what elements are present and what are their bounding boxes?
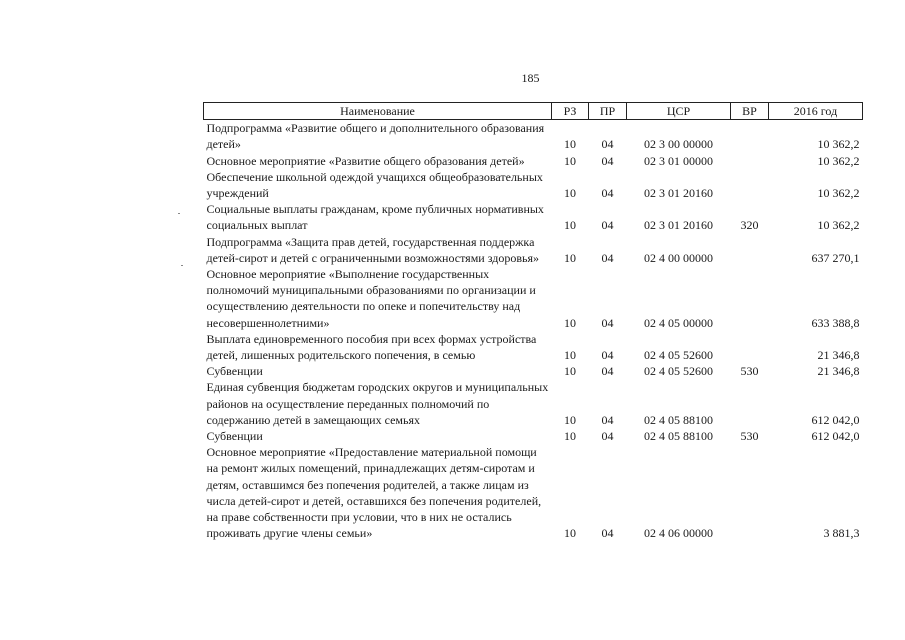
header-csr: ЦСР [627, 103, 731, 120]
row-vr [731, 234, 769, 266]
row-pr: 04 [601, 137, 614, 152]
row-name: Субвенции [206, 364, 263, 379]
header-year: 2016 год [769, 103, 863, 120]
row-pr: 04 [601, 412, 614, 427]
row-vr [731, 379, 769, 428]
row-vr [731, 444, 769, 541]
row-rz: 10 [564, 153, 576, 168]
table-row [204, 444, 863, 541]
row-amount: 10 362,2 [817, 186, 860, 201]
row-rz: 10 [564, 250, 576, 265]
row-rz: 10 [564, 412, 576, 427]
row-vr [731, 169, 769, 201]
row-rz: 10 [564, 218, 576, 233]
table-row [204, 363, 863, 379]
row-vr [731, 331, 769, 363]
row-name: Субвенции [206, 429, 263, 444]
row-amount: 637 270,1 [811, 250, 860, 265]
table-row [204, 234, 863, 266]
scan-speck [181, 265, 183, 266]
row-rz: 10 [564, 137, 576, 152]
row-name: Обеспечение школьной одеждой учащихся общеобразовательных учреждений [206, 169, 543, 201]
row-rz: 10 [564, 348, 576, 363]
header-vr: ВР [731, 103, 769, 120]
row-csr: 02 4 05 00000 [644, 315, 713, 330]
row-vr: 530 [740, 429, 759, 444]
row-csr: 02 3 01 20160 [644, 186, 713, 201]
row-pr: 04 [601, 429, 614, 444]
table-row [204, 379, 863, 428]
row-pr: 04 [601, 218, 614, 233]
row-rz: 10 [564, 186, 576, 201]
row-vr [731, 266, 769, 331]
row-pr: 04 [601, 315, 614, 330]
header-rz: РЗ [552, 103, 589, 120]
row-name: Подпрограмма «Защита прав детей, государственная поддержка детей-сирот и детей с ограниченными возможностями здоровья» [206, 234, 539, 265]
table-row [204, 331, 863, 363]
row-name: Основное мероприятие «Выполнение государственных полномочий муниципальными образованиями по организации и осуществлению деятельности по опеке и попечительству над несовершеннолетними» [206, 267, 536, 330]
row-pr: 04 [601, 250, 614, 265]
row-amount: 612 042,0 [811, 429, 860, 444]
row-vr [731, 153, 769, 169]
header-pr: ПР [589, 103, 627, 120]
row-amount: 612 042,0 [811, 412, 860, 427]
table-row [204, 428, 863, 444]
row-amount: 10 362,2 [817, 153, 860, 168]
row-rz: 10 [564, 315, 576, 330]
row-amount: 10 362,2 [817, 218, 860, 233]
page-number: 185 [521, 71, 540, 85]
table-row [204, 153, 863, 169]
row-vr [731, 120, 769, 153]
table-row [204, 201, 863, 233]
row-name: Основное мероприятие «Предоставление материальной помощи на ремонт жилых помещений, принадлежащих детям-сиротам и детям, оставшимся без попечения родителей, а также лицам из числа детей-сирот и детей, оставшихся без попечения родителей, на праве собственности при условии, что в них не остались проживать другие члены семьи» [206, 445, 542, 541]
row-pr: 04 [601, 526, 614, 541]
row-pr: 04 [601, 348, 614, 363]
budget-table [203, 102, 863, 541]
row-name: Единая субвенция бюджетам городских округов и муниципальных районов на осуществление переданных полномочий по содержанию детей в замещающих семьях [206, 380, 549, 427]
row-rz: 10 [564, 526, 576, 541]
table-header-row [204, 103, 863, 120]
row-name: Выплата единовременного пособия при всех формах устройства детей, лишенных родительского попечения, в семью [206, 331, 537, 363]
row-amount: 10 362,2 [817, 137, 860, 152]
table-body [204, 120, 863, 542]
row-rz: 10 [564, 429, 576, 444]
row-amount: 3 881,3 [823, 526, 860, 541]
row-csr: 02 4 05 52600 [644, 364, 713, 379]
table-row [204, 120, 863, 153]
row-csr: 02 3 01 20160 [644, 218, 713, 233]
row-pr: 04 [601, 186, 614, 201]
row-csr: 02 3 00 00000 [644, 137, 713, 152]
row-csr: 02 4 00 00000 [644, 250, 713, 265]
row-csr: 02 4 05 88100 [644, 429, 713, 444]
row-pr: 04 [601, 153, 614, 168]
row-rz: 10 [564, 364, 576, 379]
row-csr: 02 4 06 00000 [644, 526, 713, 541]
row-name: Основное мероприятие «Развитие общего образования детей» [206, 153, 525, 168]
row-csr: 02 4 05 52600 [644, 348, 713, 363]
scan-speck [178, 213, 180, 214]
row-name: Социальные выплаты гражданам, кроме публичных нормативных социальных выплат [206, 202, 544, 233]
row-pr: 04 [601, 364, 614, 379]
table-row [204, 169, 863, 201]
row-amount: 21 346,8 [817, 364, 860, 379]
table-row [204, 266, 863, 331]
row-name: Подпрограмма «Развитие общего и дополнительного образования детей» [206, 121, 545, 152]
row-amount: 633 388,8 [811, 315, 860, 330]
row-csr: 02 3 01 00000 [644, 153, 713, 168]
row-vr: 320 [740, 218, 759, 233]
header-name: Наименование [204, 103, 552, 120]
row-vr: 530 [740, 364, 759, 379]
row-amount: 21 346,8 [817, 348, 860, 363]
row-csr: 02 4 05 88100 [644, 412, 713, 427]
